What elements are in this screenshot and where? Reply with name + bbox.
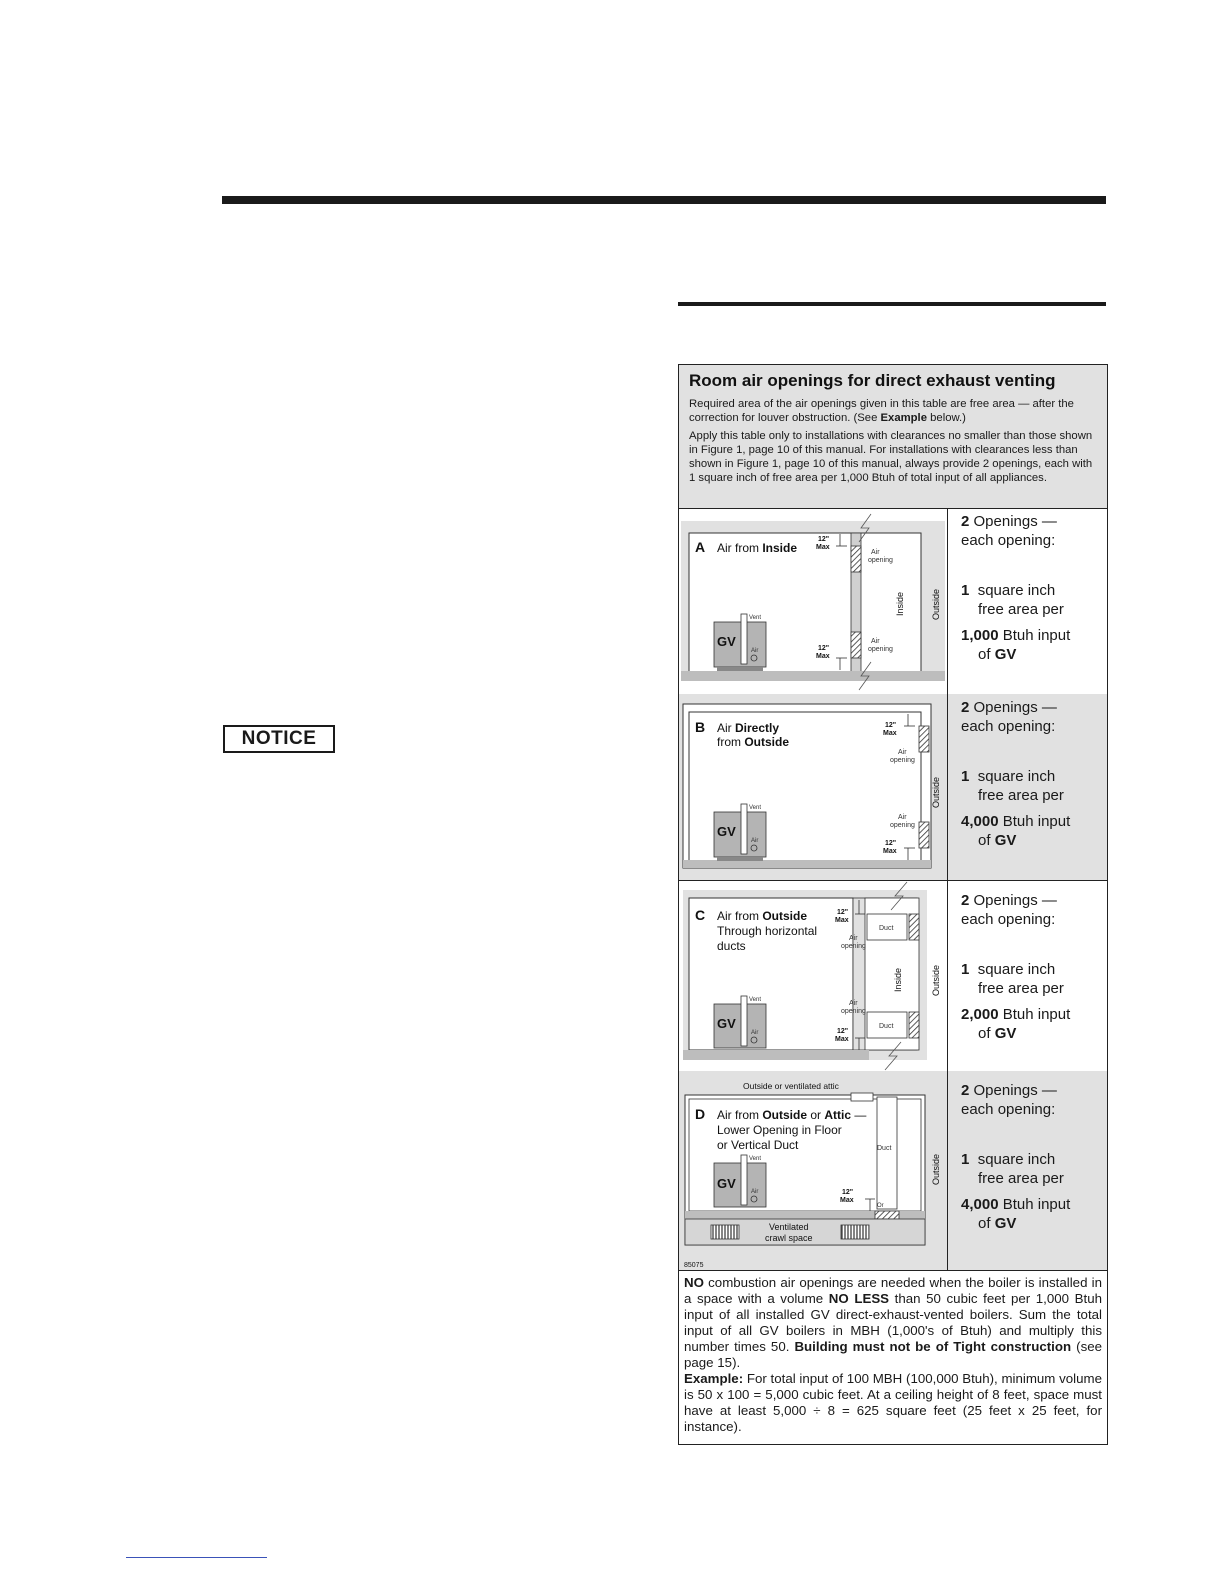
info-a-each: each opening: xyxy=(961,532,1056,549)
diagram-a-max-top-word: Max xyxy=(816,544,830,551)
diagram-d-crawl-2: crawl space xyxy=(765,1233,813,1243)
info-c-sq-text: square inch xyxy=(977,961,1056,978)
diagram-d-attic-label: Outside or ventilated attic xyxy=(743,1081,839,1091)
notice-label: NOTICE xyxy=(223,725,335,753)
info-d-of: of xyxy=(978,1215,991,1232)
table-row-d xyxy=(679,1071,1107,1271)
diagram-c-max-bottom-word: Max xyxy=(835,1036,849,1043)
table-intro-2: Apply this table only to installations with clearances no smaller than those shown in Figure 1, page 10 of this manual. For installations with clearances less than shown in Figure 1, page 10 of this manual, always provide 2 openings, each with 1 square inch of free area per 1,000 Btuh of total input of all appliances. xyxy=(689,430,1093,484)
info-c-sq: 1 xyxy=(961,961,970,978)
diagram-d-max-value: 12" xyxy=(842,1189,854,1196)
info-b-sq-text: square inch xyxy=(977,768,1056,785)
info-b-each: each opening: xyxy=(961,718,1056,735)
figure-number: 85075 xyxy=(684,1262,704,1269)
diagram-d-gv: GV xyxy=(717,1176,736,1191)
table-header xyxy=(679,365,1107,509)
info-b-sq: 1 xyxy=(961,768,970,785)
diagram-a xyxy=(679,508,948,694)
diagram-a-caption: Air from Inside xyxy=(717,541,798,555)
diagram-a-letter: A xyxy=(695,539,706,555)
table-row-c xyxy=(679,880,1107,1072)
diagram-a-gv: GV xyxy=(717,634,736,649)
info-c-btuh: 2,000 xyxy=(961,1006,999,1023)
info-c-gv: GV xyxy=(994,1025,1017,1042)
diagram-a-vent: Vent xyxy=(749,615,762,621)
info-c-btuh-text: Btuh input xyxy=(1002,1006,1071,1023)
diagram-b-opening-top: opening xyxy=(890,757,915,764)
diagram-a-max-bottom-word: Max xyxy=(816,653,830,660)
info-a-free: free area per xyxy=(978,601,1064,618)
info-a-of: of xyxy=(978,646,991,663)
info-d-openings: Openings — xyxy=(973,1082,1057,1099)
diagram-b-letter: B xyxy=(695,719,706,735)
diagram-b-vent: Vent xyxy=(749,805,762,811)
diagram-a-air-small: Air xyxy=(751,648,759,654)
diagram-c-caption-2: Through horizontal xyxy=(717,924,818,938)
diagram-c-opening-top: opening xyxy=(841,943,866,950)
info-d-btuh-text: Btuh input xyxy=(1002,1196,1071,1213)
info-c-each: each opening: xyxy=(961,911,1056,928)
info-b-gv: GV xyxy=(994,832,1017,849)
diagram-b xyxy=(679,694,948,880)
table-title: Room air openings for direct exhaust venting xyxy=(689,371,1056,390)
info-a-count: 2 xyxy=(961,513,970,530)
info-a-sq-text: square inch xyxy=(977,582,1056,599)
diagram-c-duct-bottom: Duct xyxy=(879,1023,894,1030)
info-a-gv: GV xyxy=(994,646,1017,663)
info-d-btuh: 4,000 xyxy=(961,1196,999,1213)
diagram-a-air-bottom: Air xyxy=(871,638,880,645)
info-d-free: free area per xyxy=(978,1170,1064,1187)
info-b-btuh-text: Btuh input xyxy=(1002,813,1071,830)
info-a xyxy=(948,508,1107,694)
diagram-a-max-top-value: 12" xyxy=(818,536,830,543)
diagram-d-duct: Duct xyxy=(877,1145,892,1152)
info-d-count: 2 xyxy=(961,1082,970,1099)
info-b-count: 2 xyxy=(961,699,970,716)
diagram-c-caption-1: Air from Outside xyxy=(717,909,808,923)
table-row-b xyxy=(679,694,1107,881)
diagram-c-opening-bottom: opening xyxy=(841,1008,866,1015)
info-c-free: free area per xyxy=(978,980,1064,997)
info-d-sq: 1 xyxy=(961,1151,970,1168)
diagram-c-outside-label: Outside xyxy=(931,964,941,996)
info-a-sq: 1 xyxy=(961,582,970,599)
diagram-a-air-top: Air xyxy=(871,549,880,556)
diagram-d-caption-3: or Vertical Duct xyxy=(717,1138,799,1152)
info-a-btuh: 1,000 xyxy=(961,627,999,644)
diagram-c-max-bottom-value: 12" xyxy=(837,1028,849,1035)
diagram-a-opening-bottom: opening xyxy=(868,646,893,653)
diagram-c-max-top-value: 12" xyxy=(837,909,849,916)
diagram-b-gv: GV xyxy=(717,824,736,839)
info-b-free: free area per xyxy=(978,787,1064,804)
diagram-d-or: Or xyxy=(877,1203,884,1209)
table-intro-1: Required area of the air openings given in this table are free area — after the correction for louver obstruction. (See Example below.) xyxy=(689,398,1074,424)
diagram-b-caption-1: Air Directly xyxy=(717,721,780,735)
air-openings-table xyxy=(678,364,1108,1445)
diagram-c-inside-label: Inside xyxy=(893,967,903,992)
info-d-gv: GV xyxy=(994,1215,1017,1232)
diagram-d-letter: D xyxy=(695,1106,706,1122)
diagram-b-outside-label: Outside xyxy=(931,776,941,808)
info-c xyxy=(948,880,1107,1071)
diagram-b-air-top: Air xyxy=(898,749,907,756)
diagram-b-max-top-value: 12" xyxy=(885,722,897,729)
diagram-d xyxy=(679,1071,948,1270)
diagram-a-opening-top: opening xyxy=(868,557,893,564)
diagram-d-outside-label: Outside xyxy=(931,1153,941,1185)
info-d xyxy=(948,1071,1107,1270)
info-c-openings: Openings — xyxy=(973,892,1057,909)
info-d-each: each opening: xyxy=(961,1101,1056,1118)
diagram-d-max-word: Max xyxy=(840,1197,854,1204)
diagram-a-inside-label: Inside xyxy=(895,591,905,616)
diagram-c-air-top: Air xyxy=(849,935,858,942)
info-c-count: 2 xyxy=(961,892,970,909)
diagram-c-caption-3: ducts xyxy=(717,939,746,953)
info-b-of: of xyxy=(978,832,991,849)
diagram-c-air-small: Air xyxy=(751,1030,759,1036)
diagram-b-opening-bottom: opening xyxy=(890,822,915,829)
info-a-btuh-text: Btuh input xyxy=(1002,627,1071,644)
diagram-c xyxy=(679,880,948,1071)
diagram-b-caption-2: from Outside xyxy=(717,735,790,749)
diagram-c-gv: GV xyxy=(717,1016,736,1031)
diagram-b-air-bottom: Air xyxy=(898,814,907,821)
diagram-b-air-small: Air xyxy=(751,838,759,844)
diagram-c-max-top-word: Max xyxy=(835,917,849,924)
table-row-a xyxy=(679,508,1107,695)
diagram-d-vent: Vent xyxy=(749,1156,762,1162)
diagram-a-outside-label: Outside xyxy=(931,588,941,620)
footer-no-openings: NO combustion air openings are needed when the boiler is installed in a space with a volume NO LESS than 50 cubic feet per 1,000 Btuh input of all installed GV direct-exhaust-vented boilers. Sum the total input of all GV boilers in MBH (1,000's of Btuh) and multiply this number times 50. Building must not be of Tight construction (see page 15). xyxy=(684,1275,1103,1370)
diagram-d-crawl-1: Ventilated xyxy=(769,1222,809,1232)
footer-example: Example: For total input of 100 MBH (100,000 Btuh), minimum volume is 50 x 100 = 5,000 cubic feet. At a ceiling height of 8 feet, space must have at least 5,000 ÷ 8 = 625 square feet (25 feet x 25 feet, for instance). xyxy=(684,1371,1102,1434)
info-b-btuh: 4,000 xyxy=(961,813,999,830)
diagram-d-caption-1: Air from Outside or Attic — xyxy=(717,1108,867,1122)
info-b-openings: Openings — xyxy=(973,699,1057,716)
table-footer xyxy=(679,1270,1107,1444)
info-a-openings: Openings — xyxy=(973,513,1057,530)
diagram-b-max-bottom-word: Max xyxy=(883,848,897,855)
info-b xyxy=(948,694,1107,880)
section-rule xyxy=(678,302,1106,306)
diagram-a-max-bottom-value: 12" xyxy=(818,645,830,652)
diagram-b-max-top-word: Max xyxy=(883,730,897,737)
diagram-b-max-bottom-value: 12" xyxy=(885,840,897,847)
footer-link-line xyxy=(126,1557,267,1558)
diagram-c-duct-top: Duct xyxy=(879,925,894,932)
diagram-d-air-small: Air xyxy=(751,1189,759,1195)
diagram-c-air-bottom: Air xyxy=(849,1000,858,1007)
info-d-sq-text: square inch xyxy=(977,1151,1056,1168)
diagram-c-letter: C xyxy=(695,907,706,923)
top-rule xyxy=(222,196,1106,204)
diagram-d-caption-2: Lower Opening in Floor xyxy=(717,1123,842,1137)
info-c-of: of xyxy=(978,1025,991,1042)
diagram-c-vent: Vent xyxy=(749,997,762,1003)
